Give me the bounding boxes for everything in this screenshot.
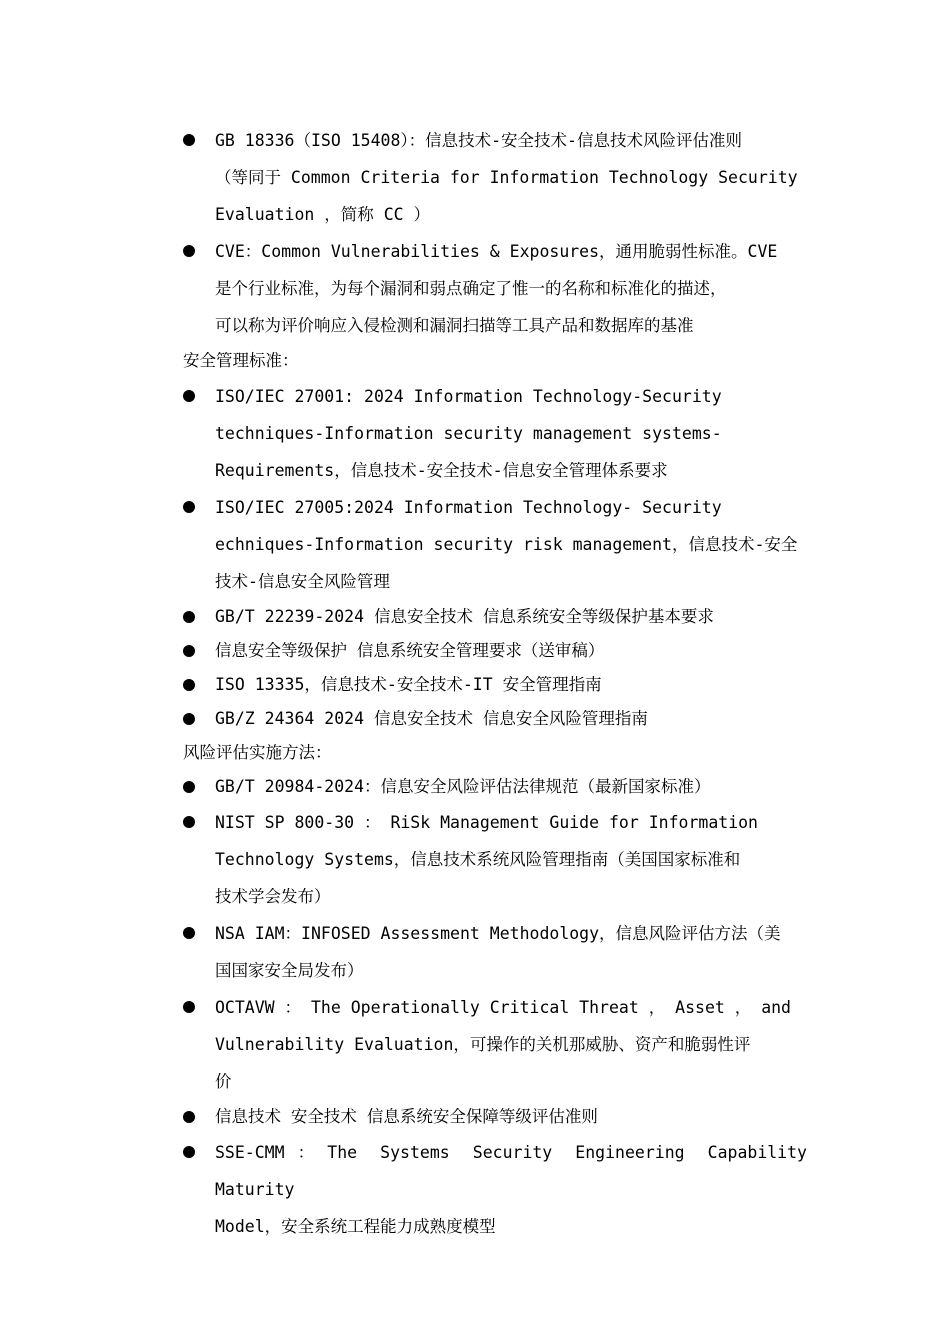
bullet-icon xyxy=(183,781,195,793)
bullet-icon xyxy=(183,645,195,657)
list-item-text: 信息安全等级保护 信息系统安全管理要求（送审稿） xyxy=(215,641,605,660)
list-item xyxy=(183,634,807,668)
list-item-text: 可以称为评价响应入侵检测和漏洞扫描等工具产品和数据库的基准 xyxy=(215,316,694,335)
list-item-text: Model，安全系统工程能力成熟度模型 xyxy=(215,1217,496,1236)
list-item xyxy=(183,702,807,736)
bullet-icon xyxy=(183,927,195,939)
list-item xyxy=(183,489,807,600)
list-item xyxy=(183,122,807,233)
list-item-text: 技术-信息安全风险管理 xyxy=(215,572,390,591)
list-item-text: echniques-Information security risk management，信息技术-安全 xyxy=(215,535,798,554)
bullet-icon xyxy=(183,501,195,513)
bullet-icon xyxy=(183,1001,195,1013)
list-item-text: GB/Z 24364 2024 信息安全技术 信息安全风险管理指南 xyxy=(215,709,648,728)
section-heading: 风险评估实施方法： xyxy=(183,743,332,762)
bullet-icon xyxy=(183,1111,195,1123)
list-item-text: Requirements，信息技术-安全技术-信息安全管理体系要求 xyxy=(215,461,668,480)
list-item xyxy=(183,668,807,702)
bullet-icon xyxy=(183,390,195,402)
list-item-text: 是个行业标准，为每个漏洞和弱点确定了惟一的名称和标准化的描述， xyxy=(215,279,727,298)
list-item xyxy=(183,1134,807,1245)
section-heading: 安全管理标准： xyxy=(183,351,299,370)
bullet-icon xyxy=(183,134,195,146)
list-item-text: SSE-CMM：The Systems Security Engineering Capability Maturity xyxy=(215,1143,807,1199)
bullet-icon xyxy=(183,816,195,828)
bullet-icon xyxy=(183,679,195,691)
list-item-text: 价 xyxy=(215,1072,232,1091)
list-item xyxy=(183,770,807,804)
list-item-text: 国国家安全局发布） xyxy=(215,961,364,980)
list-item-text: Evaluation ，简称 CC ） xyxy=(215,205,431,224)
list-item-text: 信息技术 安全技术 信息系统安全保障等级评估准则 xyxy=(215,1107,598,1126)
list-item-text: GB/T 20984-2024：信息安全风险评估法律规范（最新国家标准） xyxy=(215,777,711,796)
list-item-text: NIST SP 800-30 ： RiSk Management Guide for Information xyxy=(215,813,758,832)
list-item xyxy=(183,1100,807,1134)
list-item-text: techniques-Information security management systems- xyxy=(215,424,722,443)
list-item-text: GB/T 22239-2024 信息安全技术 信息系统安全等级保护基本要求 xyxy=(215,607,714,626)
list-item xyxy=(183,378,807,489)
standards-list xyxy=(183,122,807,1245)
list-item-text: ISO 13335，信息技术-安全技术-IT 安全管理指南 xyxy=(215,675,602,694)
list-item xyxy=(183,915,807,989)
list-item xyxy=(183,600,807,634)
list-item xyxy=(183,989,807,1100)
list-item-text: ISO/IEC 27005:2024 Information Technology- Security xyxy=(215,498,722,517)
list-item-text: NSA IAM：INFOSED Assessment Methodology，信息风险评估方法（美 xyxy=(215,924,781,943)
list-item-text: GB 18336（ISO 15408）：信息技术-安全技术-信息技术风险评估准则 xyxy=(215,131,742,150)
list-item-text: Technology Systems，信息技术系统风险管理指南（美国国家标准和 xyxy=(215,850,741,869)
bullet-icon xyxy=(183,245,195,257)
bullet-icon xyxy=(183,1146,195,1158)
bullet-icon xyxy=(183,611,195,623)
list-item-text: （等同于 Common Criteria for Information Technology Security xyxy=(215,168,798,187)
list-item-text: Vulnerability Evaluation，可操作的关机那威胁、资产和脆弱性评 xyxy=(215,1035,751,1054)
list-item-text: OCTAVW ： The Operationally Critical Threat ， Asset ， and xyxy=(215,998,791,1017)
bullet-icon xyxy=(183,713,195,725)
list-item xyxy=(183,233,807,344)
list-item-text: CVE：Common Vulnerabilities & Exposures，通用脆弱性标准。CVE xyxy=(215,242,778,261)
list-item-text: 技术学会发布） xyxy=(215,887,331,906)
list-item xyxy=(183,804,807,915)
list-item-text: ISO/IEC 27001: 2024 Information Technology-Security xyxy=(215,387,722,406)
